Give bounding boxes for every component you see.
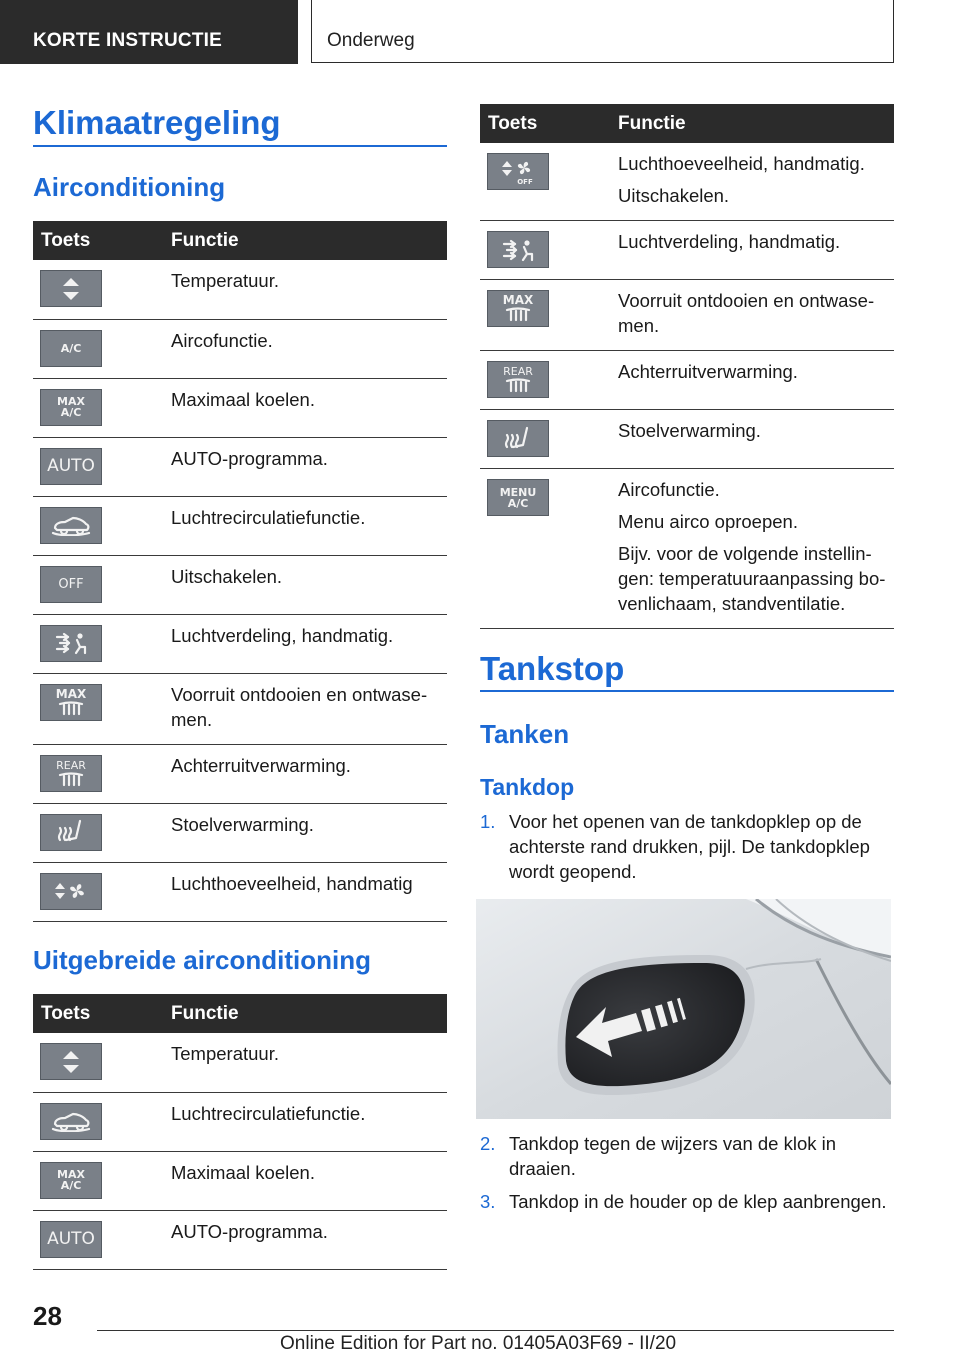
function-text: Luchtverdeling, handmatig. — [171, 624, 394, 646]
key-cell — [33, 803, 163, 862]
climate-title: Klimaatregeling — [33, 104, 281, 141]
function-cell — [163, 1033, 447, 1092]
ac-icon: A/C — [40, 330, 102, 367]
seat-heating-icon — [40, 814, 102, 851]
function-cell — [610, 143, 894, 221]
temperature-arrows-icon — [40, 1043, 102, 1080]
extended-ac-table — [33, 994, 447, 1270]
ext2-col-function: Functie — [610, 104, 894, 143]
table-row — [33, 378, 447, 437]
max-defrost-icon: MAX — [40, 684, 102, 721]
function-text: Luchtverdeling, handmatig. — [618, 231, 841, 252]
key-cell — [33, 673, 163, 744]
table-row — [33, 673, 447, 744]
function-text: Achterruitverwarming. — [618, 361, 798, 382]
function-cell — [163, 437, 447, 496]
function-text: Achterruitverwarming. — [171, 754, 351, 776]
function-text: AUTO-programma. — [171, 1220, 328, 1242]
ext-col-function: Functie — [163, 994, 447, 1033]
climate-title-rule — [33, 145, 447, 147]
step-number: 1. — [480, 811, 496, 832]
function-cell — [163, 1210, 447, 1269]
key-cell — [480, 280, 610, 351]
table-row — [33, 555, 447, 614]
table-row — [480, 221, 894, 280]
function-text: Voorruit ontdooien en ontwasemen. — [171, 683, 428, 730]
key-cell — [33, 1033, 163, 1092]
seat-heating-icon — [487, 420, 549, 457]
list-item — [480, 1189, 890, 1214]
function-cell — [163, 1151, 447, 1210]
function-cell — [163, 496, 447, 555]
function-cell — [163, 614, 447, 673]
key-cell — [33, 744, 163, 803]
key-cell — [33, 260, 163, 319]
table-row — [33, 496, 447, 555]
function-cell — [163, 673, 447, 744]
key-cell — [33, 1151, 163, 1210]
footer-edition: Online Edition for Part no. 01405A03F69 - II/20 — [280, 1333, 677, 1354]
table-row — [33, 744, 447, 803]
header-section-tab — [0, 0, 298, 64]
tanken-subtitle: Tanken — [480, 719, 570, 749]
extended-ac-table-continued — [480, 104, 894, 629]
function-cell — [610, 410, 894, 469]
key-cell — [33, 437, 163, 496]
key-cell — [33, 319, 163, 378]
temperature-arrows-icon — [40, 270, 102, 307]
max-ac-icon: MAX A/C — [40, 389, 102, 426]
function-cell — [163, 744, 447, 803]
auto-icon: AUTO — [40, 1221, 102, 1258]
step-number: 3. — [480, 1191, 496, 1212]
table-row — [33, 1092, 447, 1151]
step-text: Tankdop tegen de wijzers van de klok in draaien. — [509, 1133, 837, 1179]
function-text: Bijv. voor de volgende instellingen: temperatuuraanpassing bovenlichaam, standventilatie. — [618, 543, 886, 614]
function-text: Luchtrecirculatiefunctie. — [171, 506, 366, 528]
function-text: Luchtrecirculatiefunctie. — [171, 1102, 366, 1124]
table-row — [480, 280, 894, 351]
table-row — [33, 862, 447, 921]
tankstop-title-rule — [480, 690, 894, 692]
step-number: 2. — [480, 1133, 496, 1154]
function-text: Luchthoeveelheid, handmatig — [171, 872, 413, 894]
table-row — [33, 614, 447, 673]
extended-ac-subtitle: Uitgebreide airconditioning — [33, 945, 372, 975]
steps-list-a — [480, 809, 890, 884]
function-text: Uitschakelen. — [171, 565, 283, 587]
ac-table — [33, 221, 447, 922]
table-row — [480, 351, 894, 410]
rear-defrost-icon: REAR — [40, 755, 102, 792]
table-row — [33, 260, 447, 319]
list-item — [480, 1131, 890, 1181]
function-text: Uitschakelen. — [618, 185, 730, 206]
table-row — [33, 1151, 447, 1210]
ext2-col-key: Toets — [480, 104, 610, 143]
key-cell — [33, 496, 163, 555]
off-icon: OFF — [40, 566, 102, 603]
fan-icon — [40, 873, 102, 910]
air-distribution-icon — [40, 625, 102, 662]
function-text: Aircofunctie. — [171, 329, 273, 351]
ext-col-key: Toets — [33, 994, 163, 1033]
key-cell — [33, 378, 163, 437]
function-cell — [163, 862, 447, 921]
function-text: Aircofunctie. — [618, 479, 720, 500]
table-row — [33, 1210, 447, 1269]
key-cell — [480, 351, 610, 410]
function-cell — [610, 469, 894, 629]
function-cell — [163, 260, 447, 319]
function-text: Luchthoeveelheid, handmatig. — [618, 153, 865, 174]
fuel-flap-photo — [476, 899, 891, 1119]
function-text: Menu airco oproepen. — [618, 511, 798, 532]
function-text: Voorruit ontdooien en ontwasemen. — [618, 290, 875, 336]
menu-ac-icon: MENU A/C — [487, 479, 549, 516]
max-defrost-icon: MAX — [487, 290, 549, 327]
table-row — [33, 1033, 447, 1092]
table-row — [33, 319, 447, 378]
function-text: Maximaal koelen. — [171, 388, 315, 410]
key-cell — [33, 862, 163, 921]
auto-icon: AUTO — [40, 448, 102, 485]
key-cell — [33, 1092, 163, 1151]
steps-list-b — [480, 1131, 890, 1214]
footer-rule — [97, 1330, 894, 1331]
function-cell — [163, 1092, 447, 1151]
recirculation-icon — [40, 507, 102, 544]
function-cell — [163, 378, 447, 437]
recirculation-icon — [40, 1103, 102, 1140]
function-cell — [610, 221, 894, 280]
ac-subtitle: Airconditioning — [33, 172, 226, 202]
tankdop-subtitle: Tankdop — [480, 774, 575, 800]
rear-defrost-icon: REAR — [487, 361, 549, 398]
function-text: Temperatuur. — [171, 1043, 279, 1064]
step-text: Tankdop in de houder op de klep aanbrengen. — [509, 1191, 887, 1212]
function-text: Maximaal koelen. — [171, 1161, 315, 1183]
step-text: Voor het openen van de tankdopklep op de achterste rand drukken, pijl. De tankdopklep wordt geopend. — [509, 811, 870, 882]
fan-off-icon: OFF — [487, 153, 549, 190]
max-ac-icon: MAX A/C — [40, 1162, 102, 1199]
key-cell — [33, 1210, 163, 1269]
ac-col-function: Functie — [163, 221, 447, 260]
air-distribution-icon — [487, 231, 549, 268]
list-item — [480, 809, 890, 884]
function-text: Temperatuur. — [171, 270, 279, 291]
page-number: 28 — [33, 1301, 62, 1331]
function-cell — [163, 555, 447, 614]
header-chapter-tab — [311, 0, 894, 63]
key-cell — [33, 614, 163, 673]
function-text: Stoelverwarming. — [171, 813, 314, 835]
function-cell — [610, 280, 894, 351]
function-cell — [163, 319, 447, 378]
header-chapter-label: Onderweg — [327, 30, 415, 51]
key-cell — [480, 469, 610, 629]
table-row — [480, 469, 894, 629]
header-section-label: KORTE INSTRUCTIE — [33, 30, 222, 51]
key-cell — [480, 143, 610, 221]
key-cell — [480, 221, 610, 280]
key-cell — [480, 410, 610, 469]
table-row — [480, 410, 894, 469]
tankstop-title: Tankstop — [480, 650, 625, 687]
table-row — [480, 143, 894, 221]
function-cell — [163, 803, 447, 862]
table-row — [33, 803, 447, 862]
function-text: AUTO-programma. — [171, 447, 328, 469]
key-cell — [33, 555, 163, 614]
table-row — [33, 437, 447, 496]
function-cell — [610, 351, 894, 410]
function-text: Stoelverwarming. — [618, 420, 761, 441]
ac-col-key: Toets — [33, 221, 163, 260]
